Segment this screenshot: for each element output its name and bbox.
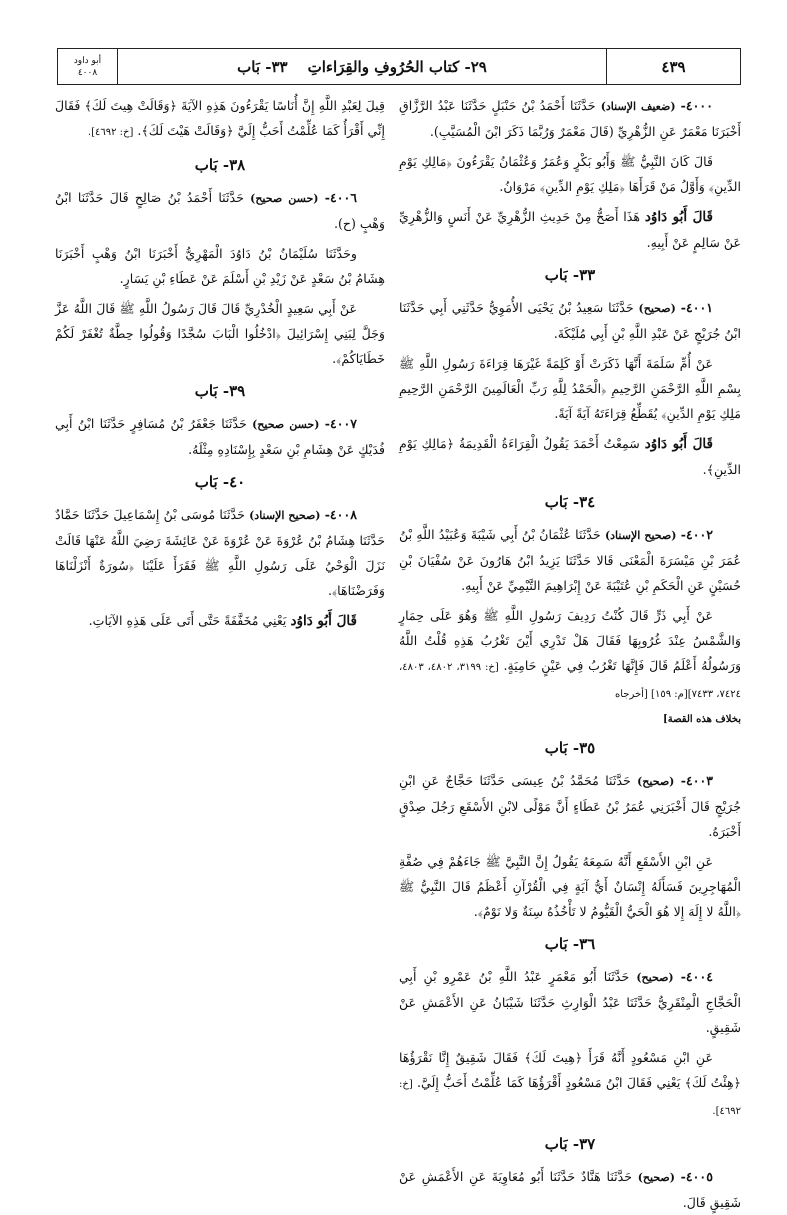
hadith-4004-matn (399, 1045, 741, 1124)
hadith-text: عَنْ أَبِي ذَرٍّ قَالَ كُنْتُ رَدِيفَ رَسُولِ اللَّهِ ﷺ وَهُوَ عَلَى حِمَارٍ وَالشَّمْسُ عِنْدَ غُرُوبِهَا فَقَالَ هَلْ تَدْرِي أَيْنَ تَغْرُبُ هَذِهِ قُلْتُ اللَّهُ وَرَسُولُهُ أَعْلَمُ قَالَ فَإِنَّهَا تَغْرُبُ فِي عَيْنٍ حَامِيَةٍ. (399, 608, 742, 673)
abu-dawud-label: قَالَ أَبُو دَاوُد (644, 209, 713, 225)
hadith-number: ٤٠٠٢- (680, 527, 713, 542)
hadith-number: ٤٠٠٦- (324, 190, 357, 205)
chapter-heading: ٤٠- بَاب (194, 473, 246, 491)
hadith-text: حَدَّثَنَا مُحَمَّدُ بْنُ عِيسَى حَدَّثَنَا حَجَّاجٌ عَنِ ابْنِ جُرَيْجٍ قَالَ أَخْبَرَنِي عُمَرُ بْنُ عَطَاءٍ أَنَّ مَوْلًى لابْنِ الأَسْقَعِ رَجُلَ صِدْقٍ أَخْبَرَهُ. (399, 773, 741, 839)
abu-dawud-label: قَالَ أَبُو دَاوُد (644, 436, 713, 452)
abu-dawud-label: قَالَ أَبُو دَاوُد (290, 613, 357, 629)
hadith-text: حَدَّثَنَا أَحْمَدُ بْنُ حَنْبَلٍ حَدَّثَنَا عَبْدُ الرَّزَّاقِ أَخْبَرَنَا مَعْمَرٌ عَنِ الزُّهْرِيِّ (قَالَ مَعْمَرٌ وَرُبَّمَا ذَكَرَ ابْنَ الْمُسَيَّبِ). (399, 98, 741, 139)
hadith-text: عَنْ أُمِّ سَلَمَةَ أَنَّهَا ذَكَرَتْ أَوْ كَلِمَةً غَيْرَهَا قِرَاءَةَ رَسُولِ اللَّهِ ﷺ بِسْمِ اللَّهِ الرَّحْمَنِ الرَّحِيمِ ﴿الْحَمْدُ لِلَّهِ رَبِّ الْعَالَمِينَ الرَّحْمَنِ الرَّحِيمِ مَلِكِ يَوْمِ الدِّينِ﴾ يُقَطِّعُ قِرَاءَتَهُ آيَةً آيَةً. (399, 356, 741, 421)
hadith-4003-matn (399, 849, 741, 924)
header-side-box (58, 49, 118, 84)
hadith-text: حَدَّثَنَا عُثْمَانُ بْنُ أَبِي شَيْبَةَ وَعُبَيْدُ اللَّهِ بْنُ عُمَرَ بْنِ مَيْسَرَةَ الْمَعْنَى قَالا حَدَّثَنَا يَزِيدُ ابْنُ هَارُونَ عَنْ سُفْيَانَ بْنِ حُسَيْنٍ عَنِ الْحَكَمِ بْنِ عُتَيْبَةَ عَنْ إِبْرَاهِيمَ التَّيْمِيِّ عَنْ أَبِيهِ. (399, 527, 741, 593)
hadith-text: قَالَ كَانَ النَّبِيُّ ﷺ وَأَبُو بَكْرٍ وَعُمَرُ وَعُثْمَانُ يَقْرَءُونَ ﴿مَالِكِ يَوْمِ الدِّينِ﴾ وَأَوَّلُ مَنْ قَرَأَهَا ﴿مَلِكِ يَوْمِ الدِّينِ﴾ مَرْوَانُ. (399, 154, 741, 194)
hadith-reference: [خ: ٣١٩٩، ٤٨٠٢، ٤٨٠٣، ٧٤٢٤، ٧٤٣٣][م: ١٥٩] [أخرجاه (399, 662, 741, 700)
header-book-title: ٢٩- كتاب الحُرُوفِ والقِرَاءاتِ (307, 57, 487, 76)
hadith-number: ٤٠٠٥- (680, 1169, 713, 1184)
hadith-text: حَدَّثَنَا هَنَّادٌ حَدَّثَنَا أَبُو مُعَاوِيَةَ عَنِ الأَعْمَشِ عَنْ شَقِيقٍ قَالَ. (399, 1169, 741, 1210)
chapter-heading: ٣٨- بَاب (194, 156, 246, 174)
hadith-number: ٤٠٠١- (680, 300, 713, 315)
hadith-number: ٤٠٠٨- (324, 507, 357, 522)
left-column (55, 93, 385, 673)
hadith-4008 (55, 502, 385, 603)
hadith-4000 (399, 93, 741, 144)
hadith-4003 (399, 768, 741, 844)
hadith-4006-isnad2 (55, 241, 385, 291)
hadith-4002 (399, 522, 741, 598)
hadith-number: ٤٠٠٠- (680, 98, 713, 113)
header-title-box (118, 49, 607, 84)
hadith-4005 (399, 1164, 741, 1215)
hadith-4004 (399, 964, 741, 1040)
hadith-4001-matn (399, 351, 741, 426)
reference-tail: بخلاف هذه القصة] (663, 714, 741, 725)
hadith-text: حَدَّثَنَا سَعِيدُ بْنُ يَحْيَى الأُمَوِيُّ حَدَّثَنِي أَبِي حَدَّثَنَا ابْنُ جُرَيْجٍ عَنْ عَبْدِ اللَّهِ بْنِ أَبِي مُلَيْكَةَ. (399, 300, 741, 341)
hadith-4001-comment (399, 431, 741, 482)
hadith-4007 (55, 411, 385, 462)
hadith-number: ٤٠٠٣- (680, 773, 713, 788)
chapter-heading: ٣٩- بَاب (194, 382, 246, 400)
hadith-text: حَدَّثَنَا أَبُو مَعْمَرٍ عَبْدُ اللَّهِ بْنُ عَمْرِو بْنِ أَبِي الْحَجَّاجِ الْمِنْقَرِيُّ حَدَّثَنَا عَبْدُ الْوَارِثِ حَدَّثَنَا شَيْبَانُ عَنِ الأَعْمَشِ عَنْ شَقِيقٍ. (399, 969, 741, 1035)
chapter-heading: ٣٤- بَاب (544, 493, 596, 511)
header-chapter-ref: ٣٣- بَاب (237, 57, 288, 76)
hadith-grade: (حسن صحيح) (252, 418, 320, 431)
hadith-text: عَنِ ابْنِ الأَسْقَعِ أَنَّهُ سَمِعَهُ يَقُولُ إِنَّ النَّبِيَّ ﷺ جَاءَهُمْ فِي صُفَّةِ الْمُهَاجِرِينَ فَسَأَلَهُ إِنْسَانٌ أَيُّ آيَةٍ فِي الْقُرْآنِ أَعْظَمُ قَالَ النَّبِيُّ ﷺ ﴿اللَّهُ لا إِلَهَ إِلا هُوَ الْحَيُّ الْقَيُّومُ لا تَأْخُذُهُ سِنَةٌ وَلا نَوْمٌ﴾. (399, 854, 741, 919)
hadith-number: ٤٠٠٧- (324, 416, 357, 431)
hadith-4005-continuation (55, 93, 385, 145)
chapter-heading: ٣٧- بَاب (544, 1135, 596, 1153)
hadith-4002-matn (399, 603, 741, 707)
hadith-grade: (صحيح) (636, 971, 674, 984)
hadith-4000-comment (399, 204, 741, 255)
hadith-grade: (حسن صحيح) (250, 192, 319, 205)
hadith-grade: (صحيح) (637, 775, 675, 788)
hadith-text: سَمِعْتُ أَحْمَدَ يَقُولُ الْقِرَاءَةُ الْقَدِيمَةُ ﴿مَالِكِ يَوْمِ الدِّينِ﴾. (399, 436, 741, 477)
hadith-4000-matn (399, 149, 741, 199)
header-page-box (607, 49, 740, 84)
header-side-top: أبو داود (73, 55, 102, 66)
hadith-4006 (55, 185, 385, 236)
hadith-text: حَدَّثَنَا مُوسَى بْنُ إِسْمَاعِيلَ حَدَّثَنَا حَمَّادٌ حَدَّثَنَا هِشَامُ بْنُ عُرْوَةَ عَنْ عُرْوَةَ عَنْ عَائِشَةَ رَضِيَ اللَّهُ عَنْهَا قَالَتْ نَزَلَ الْوَحْيُ عَلَى رَسُولِ اللَّهِ ﷺ فَقَرَأَ عَلَيْنَا ﴿سُورَةٌ أَنْزَلْنَاهَا وَفَرَضْنَاهَا﴾. (55, 507, 385, 598)
chapter-heading: ٣٥- بَاب (544, 739, 596, 757)
hadith-grade: (صحيح) (637, 1171, 675, 1184)
right-column (399, 93, 742, 1210)
hadith-grade: (صحيح) (638, 302, 676, 315)
page-number: ٤٣٩ (661, 57, 686, 76)
chapter-heading: ٣٣- بَاب (544, 266, 596, 284)
page-header (57, 48, 741, 85)
hadith-text: عَنْ أَبِي سَعِيدٍ الْخُدْرِيِّ قَالَ قَالَ رَسُولُ اللَّهِ ﷺ قَالَ اللَّهُ عَزَّ وَجَلَّ لِبَنِي إِسْرَائِيلَ ﴿ادْخُلُوا الْبَابَ سُجَّدًا وَقُولُوا حِطَّةٌ تُغْفَرْ لَكُمْ خَطَايَاكُمْ﴾. (55, 301, 385, 366)
hadith-text: يَعْنِي مُخَفَّفَةً حَتَّى أَتَى عَلَى هَذِهِ الآيَاتِ. (88, 613, 287, 628)
hadith-4006-matn (55, 296, 385, 371)
hadith-number: ٤٠٠٤- (680, 969, 713, 984)
hadith-grade: (صحيح الإسناد) (249, 509, 321, 522)
hadith-reference: [خ: ٤٦٩٢]. (399, 1079, 741, 1117)
hadith-text: وحَدَّثَنَا سُلَيْمَانُ بْنُ دَاوُدَ الْمَهْرِيُّ أَخْبَرَنَا ابْنُ وَهْبٍ أَخْبَرَنَا هِشَامُ بْنُ سَعْدٍ عَنْ زَيْدِ بْنِ أَسْلَمَ عَنْ عَطَاءِ بْنِ يَسَارٍ. (55, 246, 385, 286)
hadith-text: حَدَّثَنَا أَحْمَدُ بْنُ صَالِحٍ قَالَ حَدَّثَنَا ابْنُ وَهْبٍ (ح). (55, 190, 385, 231)
hadith-text: حَدَّثَنَا جَعْفَرُ بْنُ مُسَافِرٍ حَدَّثَنَا ابْنُ أَبِي فُدَيْكٍ عَنْ هِشَامِ بْنِ سَعْدٍ بِإِسْنَادِهِ مِثْلَهُ. (55, 416, 385, 457)
hadith-grade: (ضعيف الإسناد) (600, 100, 676, 113)
hadith-reference: [خ: ٤٦٩٢]. (87, 127, 134, 138)
hadith-text: قِيلَ لِعَبْدِ اللَّهِ إِنَّ أُنَاسًا يَقْرَءُونَ هَذِهِ الآيَةَ ﴿وَقَالَتْ هِيتَ لَكَ﴾ فَقَالَ إِنِّي أَقْرَأُ كَمَا عُلِّمْتُ أَحَبُّ إِلَيَّ ﴿وَقَالَتْ هَيْتَ لَكَ﴾. (55, 98, 385, 138)
hadith-grade: (صحيح الإسناد) (604, 529, 677, 542)
hadith-4008-comment (55, 608, 385, 634)
hadith-text: عَنِ ابْنِ مَسْعُودٍ أَنَّهُ قَرَأَ ﴿هِيتَ لَكَ﴾ فَقَالَ شَقِيقٌ إِنَّا نَقْرَؤُهَا ﴿هِئْتُ لَكَ﴾ يَعْنِي فَقَالَ ابْنُ مَسْعُودٍ أَقْرَؤُهَا كَمَا عُلِّمْتُ أَحَبُّ إِلَيَّ. (399, 1050, 741, 1090)
chapter-heading: ٣٦- بَاب (544, 935, 596, 953)
header-side-bottom: ٤٠٠٨ (77, 67, 98, 78)
hadith-text: هَذَا أَصَحُّ مِنْ حَدِيثِ الزُّهْرِيِّ عَنْ أَنَسٍ وَالزُّهْرِيِّ عَنْ سَالِمٍ عَنْ أَبِيهِ. (399, 209, 741, 250)
hadith-4001 (399, 295, 741, 346)
